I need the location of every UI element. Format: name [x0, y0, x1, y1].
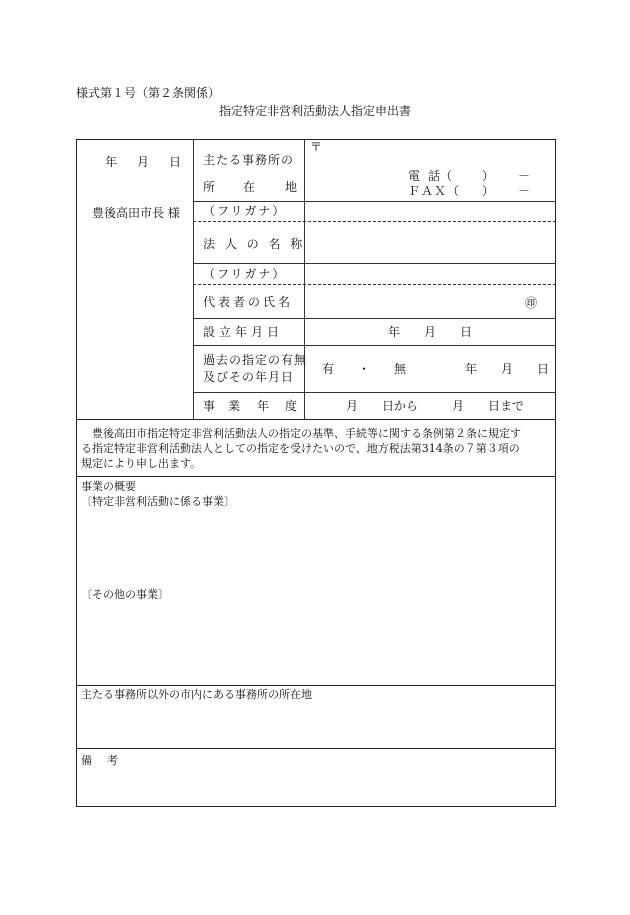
past-no: 無 — [394, 362, 407, 376]
business-specified-label: 〔特定非営利活動に係る事業〕 — [81, 495, 235, 508]
furigana-label-2: （フリガナ） — [203, 267, 287, 281]
row-line — [193, 392, 556, 393]
furigana-label-1: （フリガナ） — [203, 204, 287, 218]
declaration-line-3: 規定により申し出ます。 — [81, 457, 202, 470]
declaration-line-1: 豊後高田市指定特定非営利活動法人の指定の基準、手続等に関する条例第２条に規定す — [92, 427, 521, 440]
past-yes: 有 — [322, 362, 335, 376]
row-line — [193, 284, 556, 285]
past-label-line1: 過去の指定の有無 — [203, 353, 308, 367]
seal-mark: ㊞ — [525, 296, 538, 310]
postal-mark: 〒 — [310, 140, 323, 154]
establish-label: 設立年月日 — [203, 325, 284, 339]
rep-name-label: 代表者の氏名 — [203, 295, 294, 309]
office-label-line1: 主たる事務所の — [203, 153, 295, 167]
section-line — [76, 476, 556, 477]
section-line — [76, 419, 556, 420]
section-line — [76, 685, 556, 686]
form-frame — [76, 139, 556, 807]
label-column-divider — [304, 139, 305, 419]
section-line — [76, 748, 556, 749]
addressee: 豊後高田市長 様 — [92, 206, 180, 220]
business-other-label: 〔その他の事業〕 — [81, 588, 169, 601]
past-label-line2: 及びその年月日 — [203, 370, 295, 384]
row-line — [193, 263, 556, 264]
declaration-line-2: る指定特定非営利活動法人としての指定を受けたいので、地方税法第314条の７第３項の — [81, 442, 520, 455]
form-number: 様式第１号（第２条関係） — [76, 86, 221, 100]
document-title: 指定特定非営利活動法人指定申出書 — [218, 104, 411, 118]
row-line — [193, 221, 556, 222]
corp-name-label: 法 人 の 名 称 — [203, 237, 306, 251]
business-title: 事業の概要 — [81, 480, 136, 493]
row-line — [193, 318, 556, 319]
other-offices-label: 主たる事務所以外の市内にある事務所の所在地 — [81, 688, 312, 701]
row-line — [193, 201, 556, 202]
row-line — [193, 345, 556, 346]
past-dot: ・ — [358, 362, 371, 376]
left-column-divider — [193, 139, 194, 419]
